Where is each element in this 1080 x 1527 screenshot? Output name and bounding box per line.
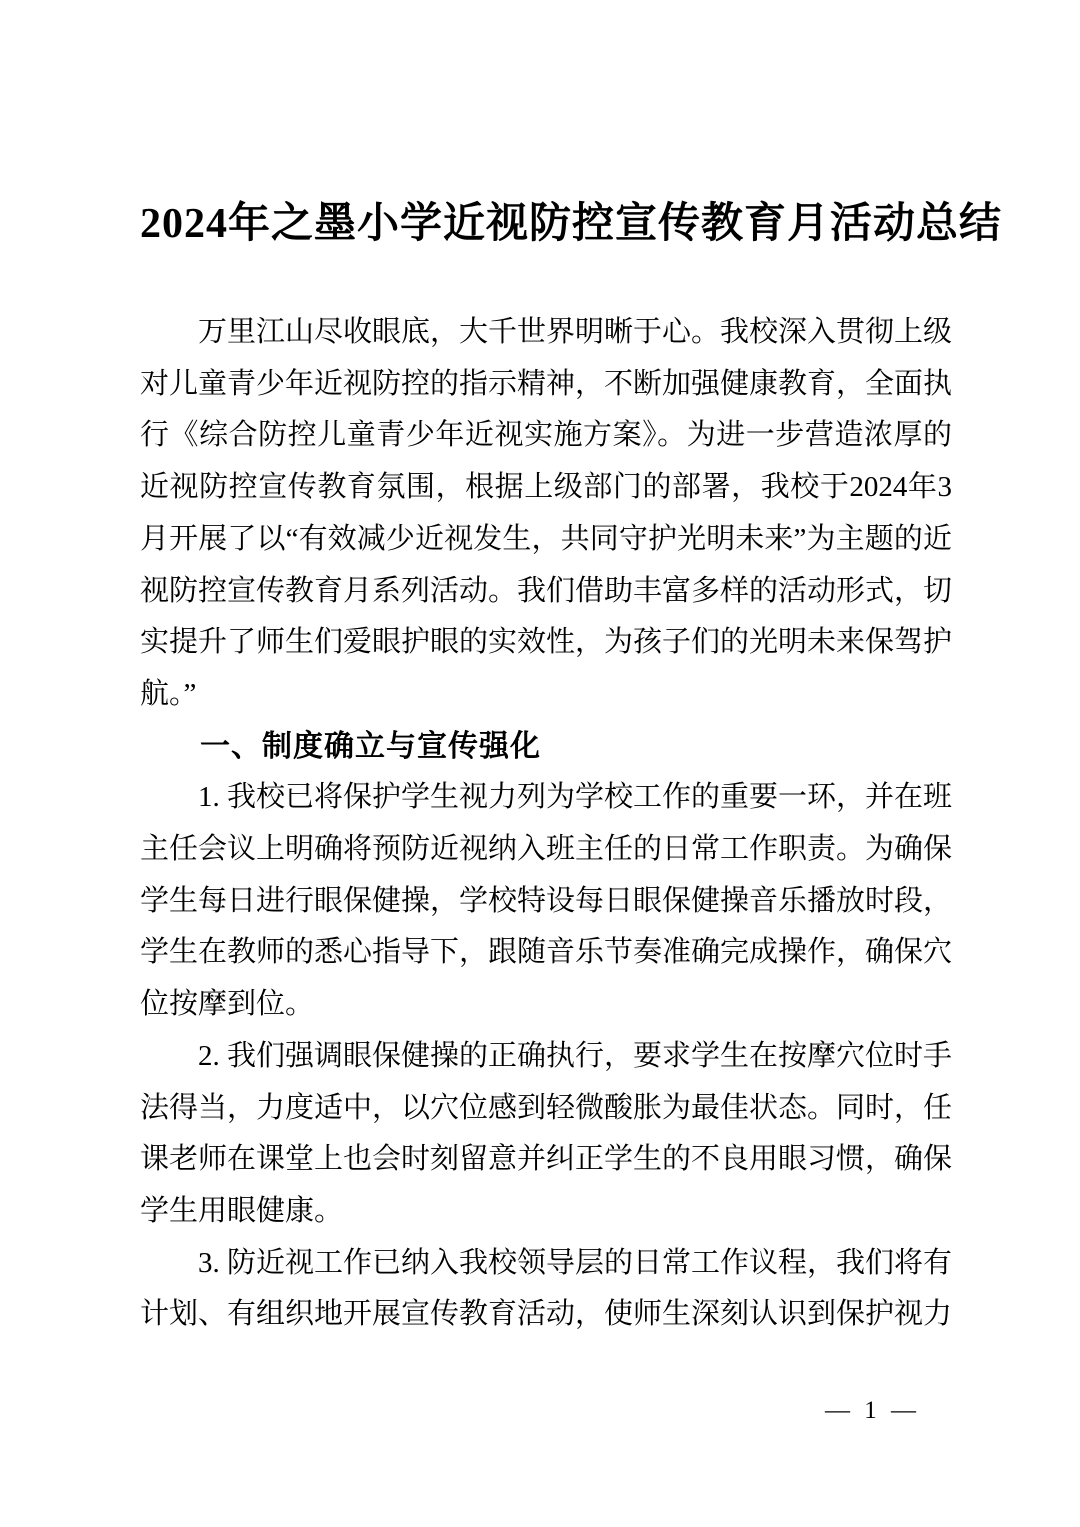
page-number: — 1 — — [825, 1397, 920, 1424]
section-heading-1: 一、制度确立与宣传强化 — [200, 729, 541, 763]
paragraph-intro: 万里江山尽收眼底，大千世界明晰于心。我校深入贯彻上级对儿童青少年近视防控的指示精神，不断加强健康教育，全面执行《综合防控儿童青少年近视实施方案》。为进一步营造浓厚的近视防控宣传教育氛围，根据上级部门的部署，我校于2024年3月开展了以“有效减少近视发生，共同守护光明未来”为主题的近视防控宣传教育月系列活动。我们借助丰富多样的活动形式，切实提升了师生们爱眼护眼的实效性，为孩子们的光明未来保驾护航。” — [140, 316, 953, 710]
paragraph-item-3: 3. 防近视工作已纳入我校领导层的日常工作议程，我们将有计划、有组织地开展宣传教育活动，使师生深刻认识到保护视力 — [140, 1246, 953, 1331]
document-title: 2024年之墨小学近视防控宣传教育月活动总结 — [140, 201, 1003, 247]
paragraph-item-2: 2. 我们强调眼保健操的正确执行，要求学生在按摩穴位时手法得当，力度适中，以穴位感到轻微酸胀为最佳状态。同时，任课老师在课堂上也会时刻留意并纠正学生的不良用眼习惯，确保学生用眼健康。 — [140, 1039, 953, 1227]
document-content — [140, 185, 1003, 1341]
paragraph-item-1: 1. 我校已将保护学生视力列为学校工作的重要一环，并在班主任会议上明确将预防近视纳入班主任的日常工作职责。为确保学生每日进行眼保健操，学校特设每日眼保健操音乐播放时段，学生在教师的悉心指导下，跟随音乐节奏准确完成操作，确保穴位按摩到位。 — [140, 781, 953, 1021]
